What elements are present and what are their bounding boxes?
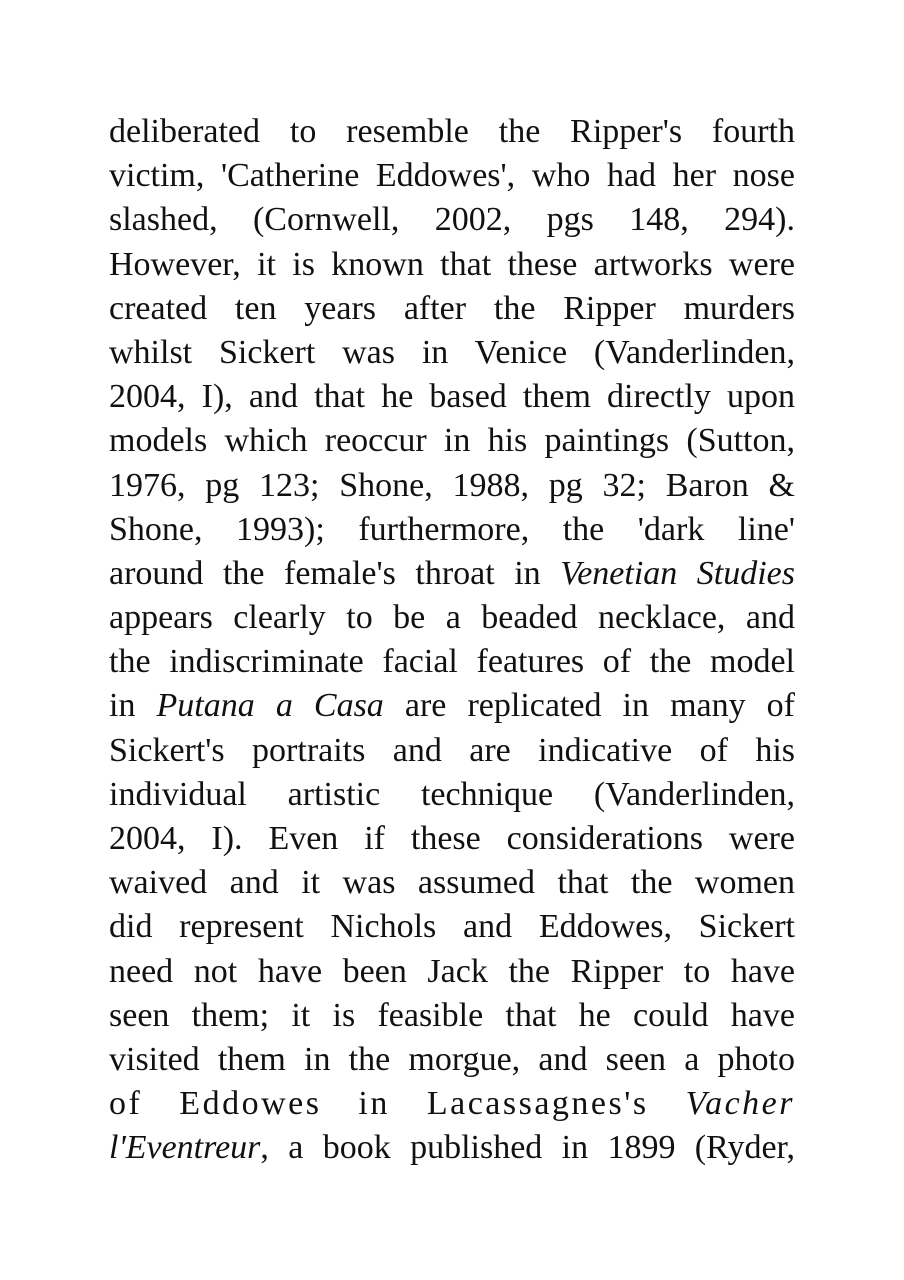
text-line: the indiscriminate facial features of the model xyxy=(109,643,795,681)
text-line: appears clearly to be a beaded necklace, and xyxy=(109,599,795,637)
body-paragraph xyxy=(109,110,795,1171)
text-line: 2004, I), and that he based them directly upon xyxy=(109,378,795,416)
text-line: waived and it was assumed that the women xyxy=(109,864,795,902)
text-line: deliberated to resemble the Ripper's fourth xyxy=(109,113,795,150)
text-line: created ten years after the Ripper murders xyxy=(109,289,795,327)
text-line: whilst Sickert was in Venice (Vanderlinden, xyxy=(109,333,795,371)
text-line: around the female's throat in Venetian Studies xyxy=(109,554,796,592)
italic-title: l'Eventreur xyxy=(109,1129,261,1167)
text-line: However, it is known that these artworks were xyxy=(109,245,795,283)
italic-title: Vacher xyxy=(685,1085,795,1123)
text-line: Sickert's portraits and are indicative of his xyxy=(109,731,795,769)
text-line: 1976, pg 123; Shone, 1988, pg 32; Baron & xyxy=(109,466,795,504)
text-line: in Putana a Casa are replicated in many of xyxy=(109,687,796,725)
italic-title: Putana a Casa xyxy=(156,687,384,725)
text-line: 2004, I). Even if these considerations were xyxy=(109,820,795,857)
text-line: of Eddowes in Lacassagnes's Vacher xyxy=(109,1085,795,1123)
text-line: did represent Nichols and Eddowes, Sickert xyxy=(109,908,795,946)
italic-title: Venetian Studies xyxy=(560,554,796,592)
text-line: models which reoccur in his paintings (Sutton, xyxy=(109,422,795,460)
text-line: visited them in the morgue, and seen a photo xyxy=(109,1040,795,1078)
text-line: Shone, 1993); furthermore, the 'dark line' xyxy=(109,510,795,548)
text-line: seen them; it is feasible that he could have xyxy=(109,996,795,1034)
text-line: l'Eventreur, a book published in 1899 (Ryder, xyxy=(109,1129,795,1167)
text-line: slashed, (Cornwell, 2002, pgs 148, 294). xyxy=(109,201,795,239)
text-line: individual artistic technique (Vanderlinden, xyxy=(109,775,795,813)
text-line: victim, 'Catherine Eddowes', who had her nose xyxy=(109,157,795,195)
text-line: need not have been Jack the Ripper to have xyxy=(109,952,795,990)
